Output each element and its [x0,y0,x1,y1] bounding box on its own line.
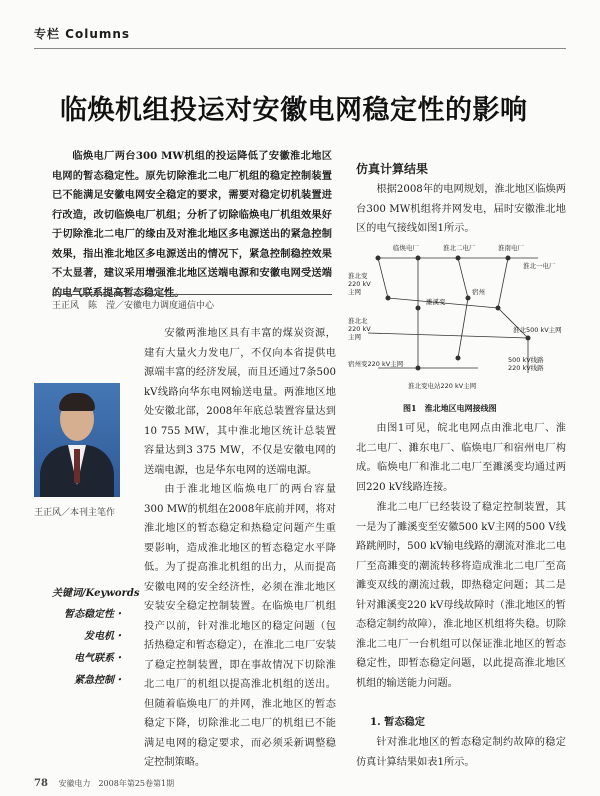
fig-label: 淮北北 220 kV 主网 [348,317,371,341]
paragraph: 针对淮北地区的暂态稳定制约故障的稳定仿真计算结果如表1所示。 [356,737,566,768]
photo-caption: 王正风／本刊主笔作 [34,508,116,518]
author-photo [34,383,120,497]
body-column-left [144,324,336,773]
fig-label: 濉溪变 [426,298,446,306]
subsection-title: 1. 暂态稳定 [370,716,425,728]
paragraph: 安徽两淮地区具有丰富的煤炭资源，建有大量火力发电厂，不仅向本省提供电源端丰富的经济发展，而且还通过7条500 kV线路向华东电网输送电量。两淮地区地处安徽北部，2008年年底总装置容量达到10 755 MW，其中淮北地区统计总装置容量达到3 375 MW，不仅是安徽电网的送端电源，也是华东电网的送端电源。 [144,328,336,476]
keyword: 紧急控制・ [74,675,124,686]
author-affiliation: 王正风 陈 滢／安徽电力调度通信中心 [52,294,332,311]
fig-label: 500 kV线路 220 kV线路 [508,356,544,372]
keywords-title: 关键词/Keywords [52,588,140,599]
article-title: 临焕机组投运对安徽电网稳定性的影响 [60,95,528,126]
page-footer [34,778,174,789]
grid-diagram [348,238,568,398]
fig-label: 淮北变电站220 kV主网 [408,382,477,390]
keywords-list [52,604,124,692]
fig-label: 临焕电厂 [393,244,419,252]
paragraph: 根据2008年的电网规划，淮北地区临焕两台300 MW机组将并网发电，届时安徽淮北地区的电气接线如图1所示。 [356,184,566,234]
paragraph: 淮北二电厂已经装设了稳定控制装置，其一是为了濉溪变至安徽500 kV主网的500 V线路跳闸时，500 kV输电线路的潮流对淮北二电厂至高濉变的潮流转移将造成淮北二电厂至高濉变双线的潮流过载，即热稳定问题；其二是针对濉溪变220 kV母线故障时（淮北地区的暂态稳定制约故障），淮北地区机组将失稳。切除淮北二电厂一台机组可以保证淮北地区的暂态稳定性，即暂态稳定问题，以此提高淮北地区机组的输送能力问题。 [356,502,566,689]
keyword: 发电机・ [84,631,124,642]
fig-label: 淮北一电厂 [523,262,556,270]
fig-label: 淮南电厂 [498,244,524,252]
journal-info: 安徽电力 2008年第25卷第1期 [58,779,175,788]
section-title: 仿真计算结果 [356,162,429,176]
fig-label: 宿州变220 kV主网 [348,360,404,368]
paragraph: 由图1可见，皖北电网点由淮北电厂、淮北二电厂、濉东电厂、临焕电厂和宿州电厂构成。临焕电厂和淮北二电厂至濉溪变均通过两回220 kV线路连接。 [356,423,566,493]
figure-caption: 图1 淮北地区电网接线图 [403,403,497,413]
header-divider [34,48,566,49]
page-number: 78 [34,778,48,789]
fig-label: 宿州 [472,288,485,296]
paragraph: 由于淮北地区临焕电厂的两台容量300 MW的机组在2008年底前并网，将对淮北地区的暂态稳定和热稳定问题产生重要影响，造成淮北地区的暂态稳定水平降低。为了提高淮北机组的出力，从而提高安徽电网的安全经济性，必须在淮北地区安装安全稳定控制装置。在临焕电厂机组投产以前，针对淮北地区的稳定问题（包括热稳定和暂态稳定），在淮北二电厂安装了稳定控制装置，即在事故情况下切除淮北二电厂的机组以提高淮北机组的送出。但随着临焕电厂的并网，淮北地区的暂态稳定下降，切除淮北二电厂的机组已不能满足电网的稳定要求，而必须采新调整稳定控制策略。 [144,484,336,768]
column-label: 专栏 Columns [34,27,131,41]
fig-label: 淮北变 220 kV 主网 [348,272,371,296]
fig-label: 淮北二电厂 [443,244,476,252]
keyword: 电气联系・ [74,653,124,664]
abstract: 临焕电厂两台300 MW机组的投运降低了安徽淮北地区电网的暂态稳定性。原先切除淮北二电厂机组的稳定控制装置已不能满足安徽电网安全稳定的要求，需要对稳定切机装置进行改造，改切临焕电厂机组；分析了切除临焕电厂机组效果好于切除淮北二电厂的缘由及对淮北地区多电源送出的紧急控制效果，指出淮北地区多电源送出的情况下，紧急控制稳控效果不太显著，建议采用增强淮北地区送端电源和安徽电网受送端的电气联系提高暂态稳定性。 [52,150,332,299]
fig-label: 淮北500 kV主网 [513,326,562,334]
keyword: 暂态稳定性・ [64,609,124,620]
